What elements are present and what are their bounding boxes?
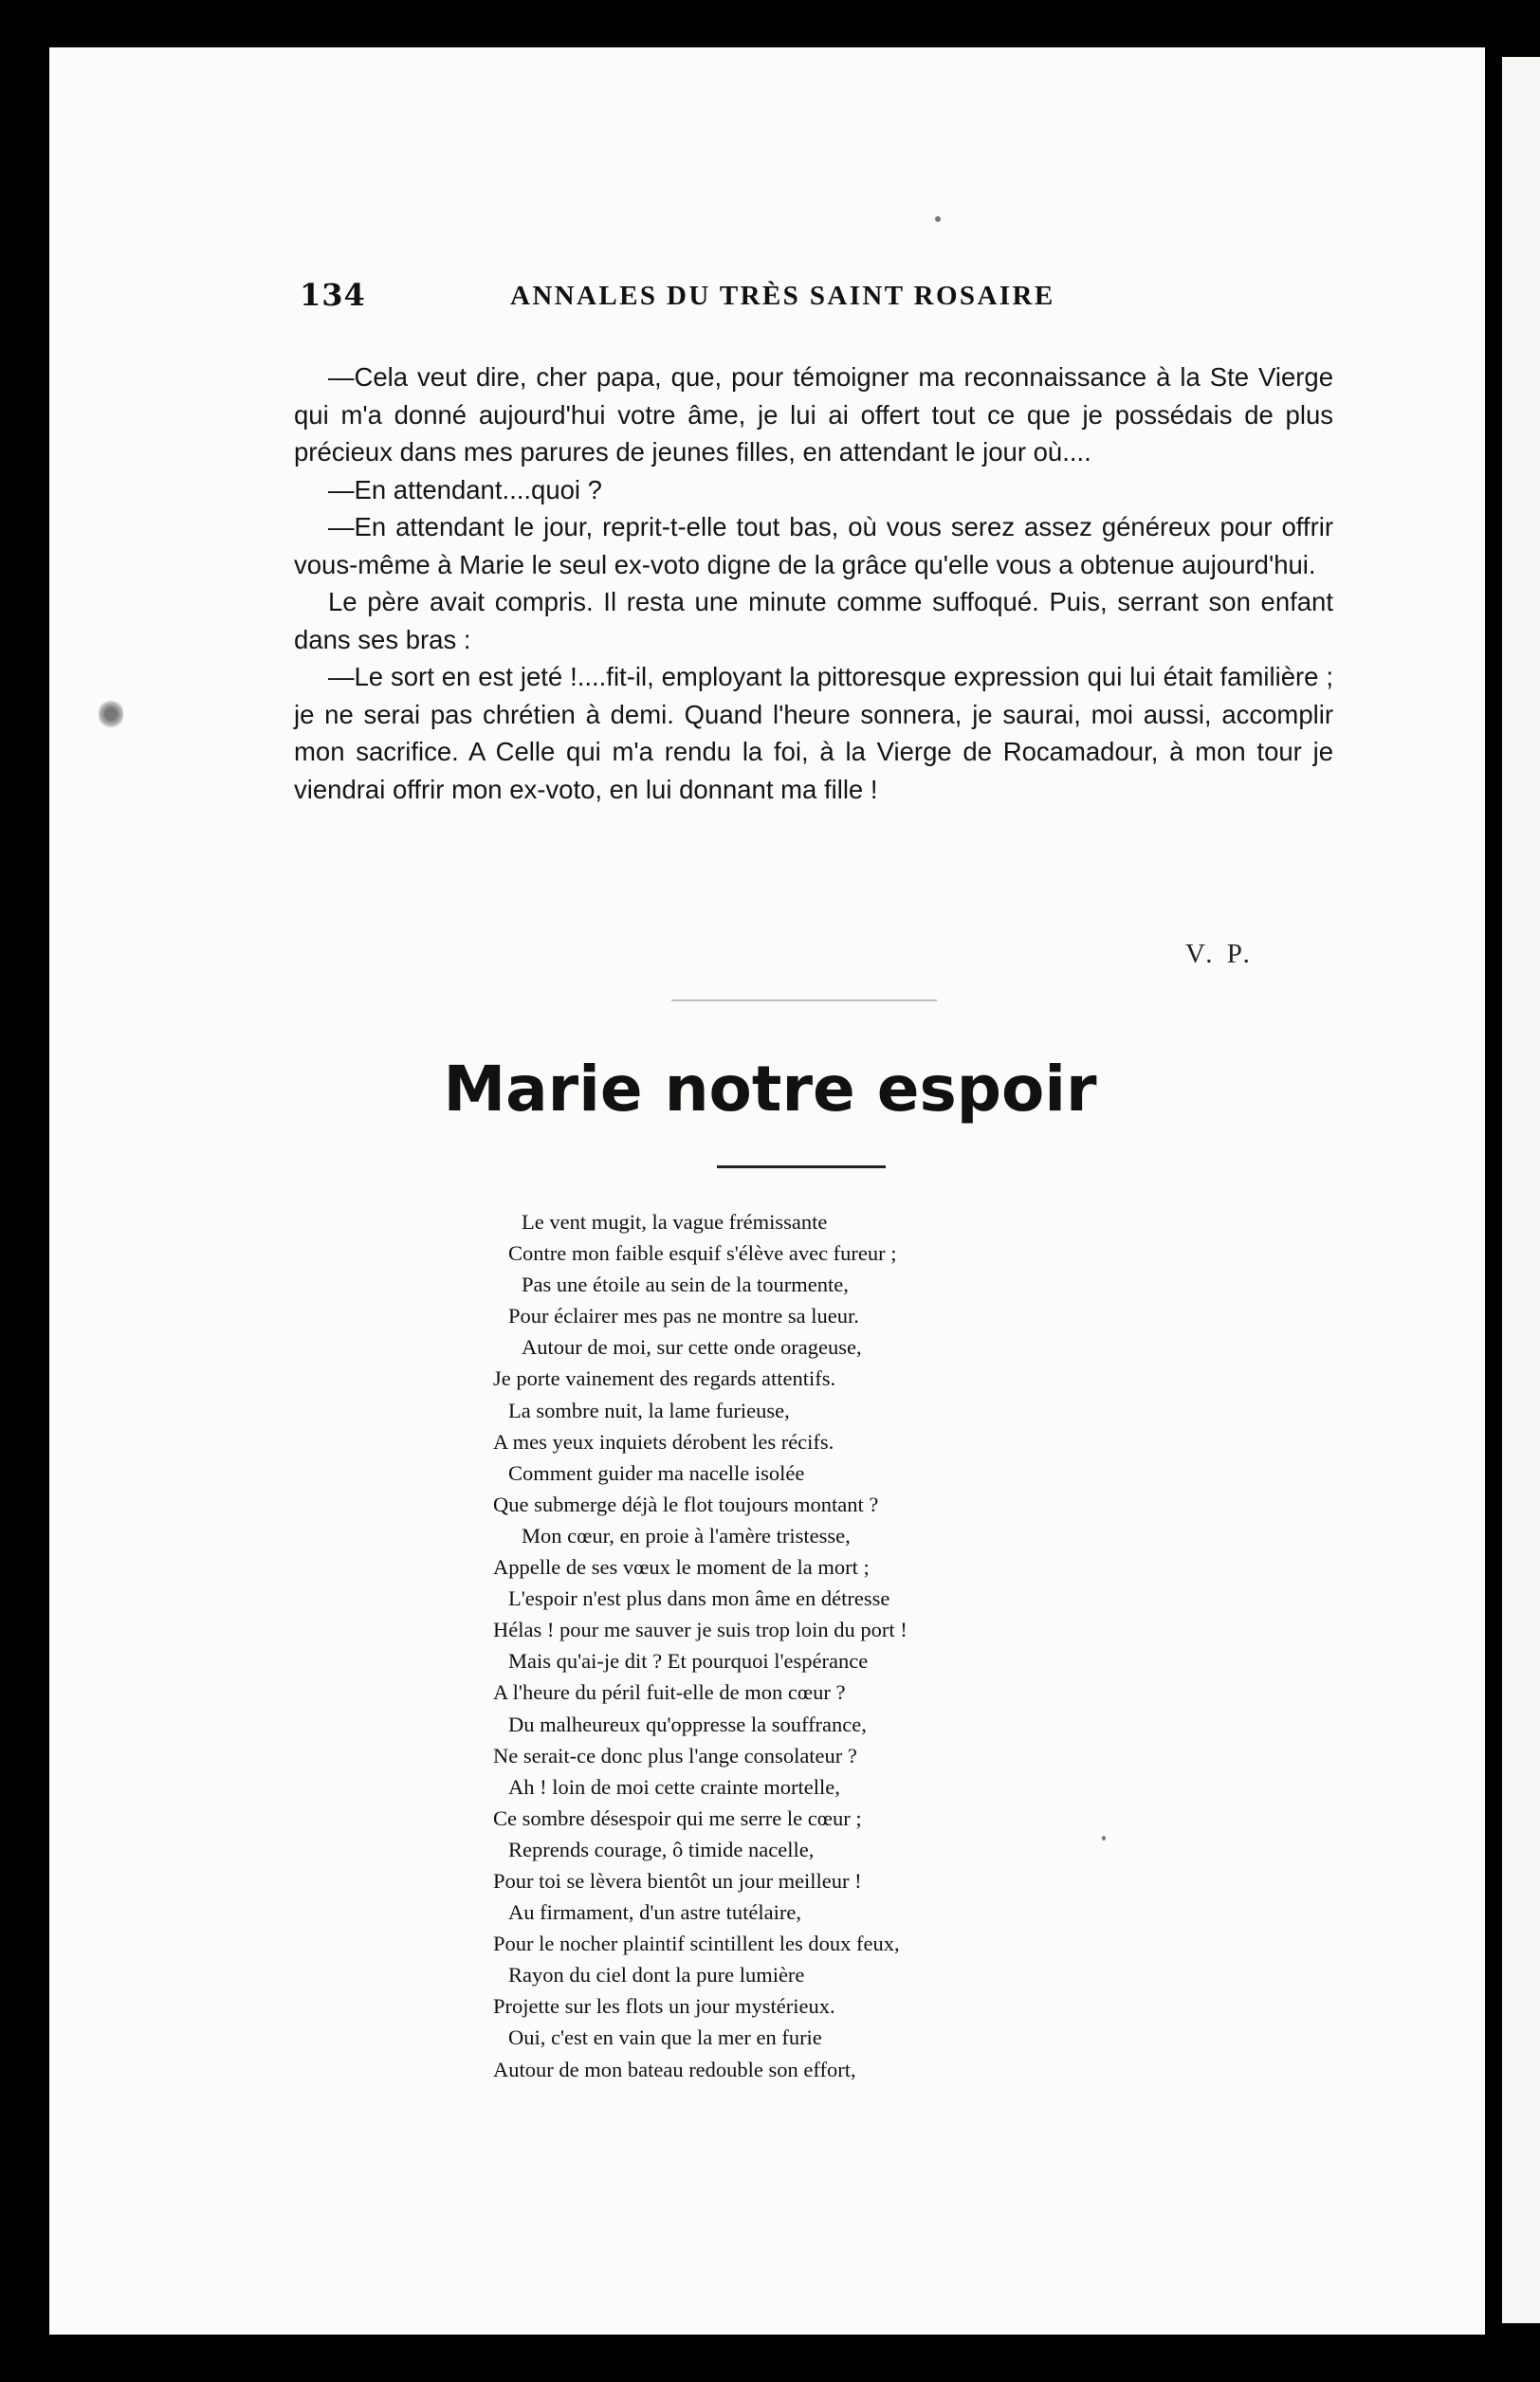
poem-line: Hélas ! pour me sauver je suis trop loin du port ! — [493, 1618, 908, 1642]
ink-speck — [935, 216, 941, 222]
poem-line: Que submerge déjà le flot toujours montant ? — [493, 1492, 879, 1516]
ink-blot — [99, 700, 123, 728]
paragraph: —En attendant....quoi ? — [328, 474, 602, 504]
poem-line: Pour le nocher plaintif scintillent les doux feux, — [493, 1932, 900, 1956]
poem-line: Oui, c'est en vain que la mer en furie — [508, 2025, 822, 2050]
poem-line: Du malheureux qu'oppresse la souffrance, — [508, 1712, 867, 1736]
poem-line: Ne serait-ce donc plus l'ange consolateur ? — [493, 1743, 857, 1768]
poem-line: Ah ! loin de moi cette crainte mortelle, — [508, 1774, 840, 1799]
poem-line: Appelle de ses vœux le moment de la mort ; — [493, 1555, 870, 1580]
poem-line: Rayon du ciel dont la pure lumière — [508, 1963, 805, 1988]
facing-page-edge — [1502, 57, 1540, 2323]
page-header — [247, 277, 1119, 324]
poem-line: Contre mon faible esquif s'élève avec fureur ; — [508, 1241, 897, 1266]
poem-line: Pas une étoile au sein de la tourmente, — [522, 1273, 849, 1297]
poem-line: La sombre nuit, la lame furieuse, — [508, 1398, 790, 1422]
poem-line: L'espoir n'est plus dans mon âme en détresse — [508, 1586, 890, 1611]
poem-line: Je porte vainement des regards attentifs. — [493, 1366, 836, 1391]
poem-line: Au firmament, d'un astre tutélaire, — [508, 1900, 801, 1925]
poem-line: Mais qu'ai-je dit ? Et pourquoi l'espérance — [508, 1649, 869, 1674]
author-signature: V. P. — [1185, 939, 1254, 969]
poem-line: Reprends courage, ô timide nacelle, — [508, 1837, 815, 1861]
poem-line: Mon cœur, en proie à l'amère tristesse, — [522, 1523, 851, 1548]
poem-line: Pour éclairer mes pas ne montre sa lueur. — [508, 1304, 859, 1328]
poem-line: Ce sombre désespoir qui me serre le cœur ; — [493, 1805, 862, 1830]
poem-body — [493, 1206, 1157, 2085]
title-underline — [717, 1165, 886, 1168]
poem-line: Comment guider ma nacelle isolée — [508, 1460, 805, 1485]
poem-line: Le vent mugit, la vague frémissante — [522, 1210, 828, 1234]
poem-line: Projette sur les flots un jour mystérieux. — [493, 1994, 835, 2019]
paragraph: —Cela veut dire, cher papa, que, pour témoigner ma reconnaissance à la Ste Vierge qui m'a donné aujourd'hui votre âme, je lui ai offert tout ce que je possédais de plus précieux dans mes parures de jeunes filles, en attendant le jour où.... — [294, 362, 1333, 467]
poem-line: Pour toi se lèvera bientôt un jour meilleur ! — [493, 1868, 862, 1893]
page-number: 134 — [300, 277, 366, 313]
poem-line: A l'heure du péril fuit-elle de mon cœur ? — [493, 1680, 846, 1705]
running-title: ANNALES DU TRÈS SAINT ROSAIRE — [510, 281, 1055, 311]
paragraph: —En attendant le jour, reprit-t-elle tout bas, où vous serez assez généreux pour offrir vous-même à Marie le seul ex-voto digne de la grâce qu'elle vous a obtenue aujourd'hui. — [294, 512, 1333, 579]
poem-line: Autour de mon bateau redouble son effort, — [493, 2057, 856, 2081]
paragraph: —Le sort en est jeté !....fit-il, employant la pittoresque expression qui lui était familière ; je ne serai pas chrétien à demi. Quand l'heure sonnera, je saurai, moi aussi, accomplir mon sacrifice. A Celle qui m'a rendu la foi, à la Vierge de Rocamadour, à mon tour je viendrai offrir mon ex-voto, en lui donnant ma fille ! — [294, 662, 1333, 804]
poem-title: Marie notre espoir — [443, 1053, 1097, 1126]
section-divider — [671, 999, 937, 1001]
poem-line: A mes yeux inquiets dérobent les récifs. — [493, 1429, 834, 1454]
paragraph: Le père avait compris. Il resta une minute comme suffoqué. Puis, serrant son enfant dans ses bras : — [294, 587, 1333, 654]
poem-line: Autour de moi, sur cette onde orageuse, — [522, 1335, 862, 1360]
prose-text — [294, 358, 1333, 808]
